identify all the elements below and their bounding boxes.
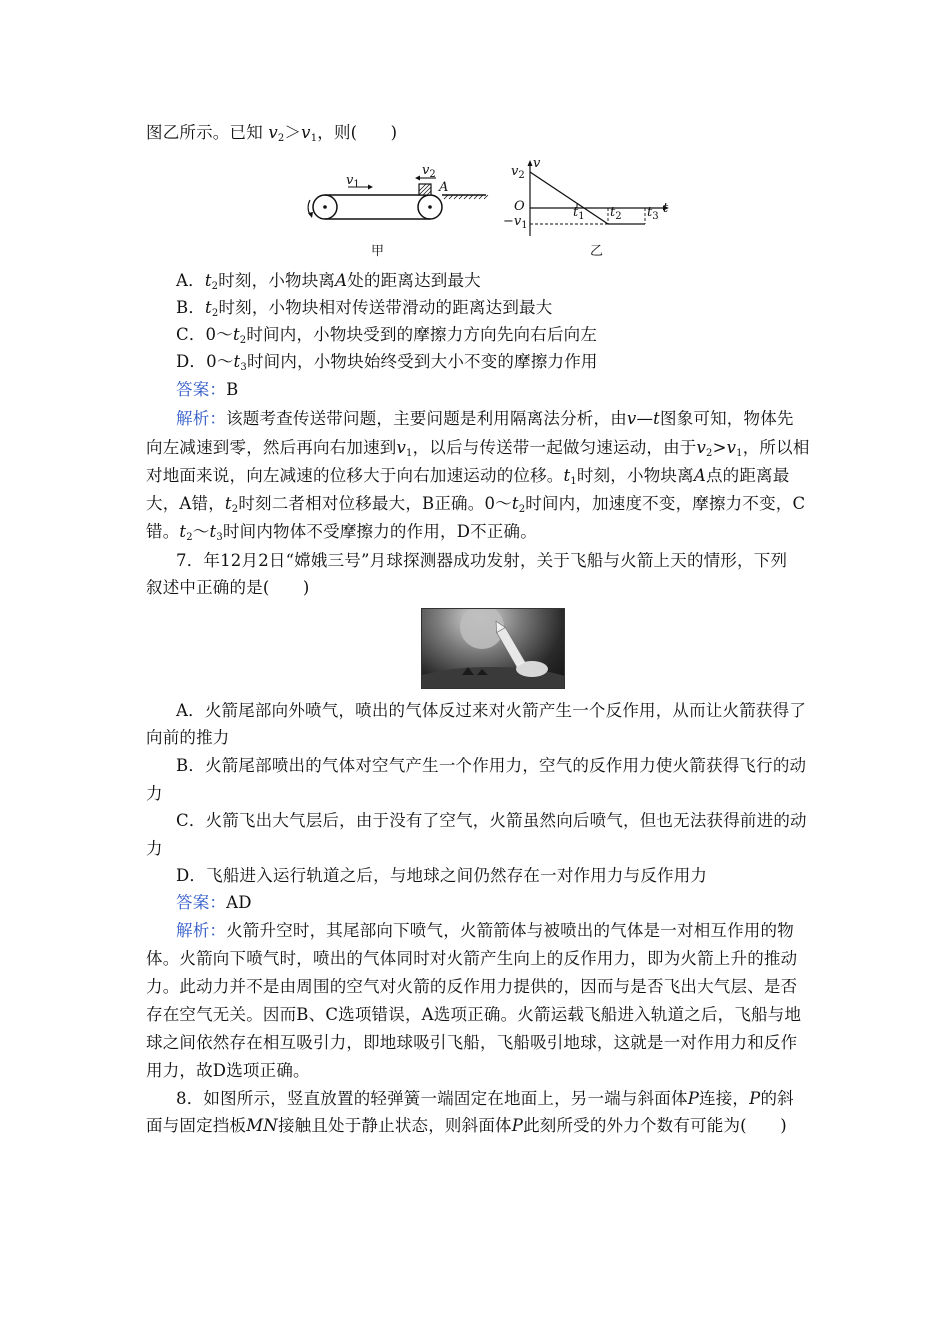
- tick-v2: $v_2$: [511, 164, 525, 181]
- tick-t2: $t_2$: [610, 205, 622, 222]
- q6-option-c: C．$0\sim t_2$时间内，小物块受到的摩擦力方向先向右后向左: [176, 325, 598, 346]
- rocket-launch-photo: [421, 608, 565, 689]
- label-jia: 甲: [371, 244, 385, 259]
- q7-option-b-2: 力: [146, 784, 163, 803]
- q6-explanation-2: 向左减速到零，然后再向右加速到$v_1$，以后与传送带一起做匀速运动，由于$v_2>v_1$，所以相: [146, 438, 810, 459]
- q7-option-a-2: 向前的推力: [146, 728, 230, 747]
- label-v2: $v_2$: [422, 163, 436, 180]
- q7-stem-1: 7．年12月2日“嫦娥三号”月球探测器成功发射，关于飞船与火箭上天的情形，下列: [176, 551, 788, 570]
- q7-option-c-1: C．火箭飞出大气层后，由于没有了空气，火箭虽然向后喷气，但也无法获得前进的动: [176, 811, 807, 830]
- label-yi: 乙: [590, 244, 604, 259]
- q6-explanation-1: 解析：该题考查传送带问题，主要问题是利用隔离法分析，由v—t图象可知，物体先: [176, 409, 794, 428]
- q7-stem-2: 叙述中正确的是( ): [146, 578, 310, 597]
- q6-explanation-5: 错。$t_2\sim t_3$时间内物体不受摩擦力的作用，D不正确。: [146, 522, 537, 543]
- tick-neg-v1: $-v_1$: [503, 214, 528, 231]
- q8-stem-2: 面与固定挡板MN接触且处于静止状态，则斜面体P此刻所受的外力个数有可能为( ): [146, 1116, 787, 1135]
- q7-explanation-5: 球之间依然存在相互吸引力，即地球吸引飞船，飞船吸引地球，这就是一对作用力和反作: [146, 1033, 798, 1052]
- q8-stem-1: 8．如图所示，竖直放置的轻弹簧一端固定在地面上，另一端与斜面体P连接，P的斜: [176, 1089, 794, 1108]
- q7-option-c-2: 力: [146, 839, 163, 858]
- q6-answer: 答案：B: [176, 380, 239, 399]
- q6-option-b: B．$t_2$时刻，小物块相对传送带滑动的距离达到最大: [176, 298, 553, 319]
- q6-option-d: D．$0\sim t_3$时间内，小物块始终受到大小不变的摩擦力作用: [176, 352, 598, 373]
- tick-t1: $t_1$: [573, 205, 585, 222]
- tick-t3: $t_3$: [647, 205, 659, 222]
- label-A: A: [439, 180, 449, 195]
- q7-explanation-2: 体。火箭向下喷气时，喷出的气体同时对火箭产生向上的反作用力，即为火箭上升的推动: [146, 949, 798, 968]
- vt-graph: [520, 158, 680, 238]
- q6-explanation-4: 大，A错，$t_2$时刻二者相对位移最大，B正确。$0\sim t_2$时间内，加速度不变，摩擦力不变，C: [146, 494, 806, 515]
- q7-option-b-1: B．火箭尾部喷出的气体对空气产生一个作用力，空气的反作用力使火箭获得飞行的动: [176, 756, 807, 775]
- q7-option-a-1: A．火箭尾部向外喷气，喷出的气体反过来对火箭产生一个反作用，从而让火箭获得了: [176, 701, 807, 720]
- axis-v: v: [533, 156, 541, 171]
- conveyor-belt-figure: [300, 160, 500, 230]
- q7-explanation-1: 解析：火箭升空时，其尾部向下喷气，火箭箭体与被喷出的气体是一对相互作用的物: [176, 921, 794, 940]
- q7-option-d: D．飞船进入运行轨道之后，与地球之间仍然存在一对作用力与反作用力: [176, 866, 708, 885]
- q7-explanation-6: 用力，故D选项正确。: [146, 1061, 310, 1080]
- q7-explanation-4: 存在空气无关。因而B、C选项错误，A选项正确。火箭运载飞船进入轨道之后，飞船与地: [146, 1005, 802, 1024]
- tick-o: O: [514, 199, 525, 214]
- velocity-line: [530, 172, 608, 224]
- q7-answer: 答案：AD: [176, 893, 252, 912]
- intro-line: 图乙所示。已知 $v_2>v_1$，则( ): [146, 123, 398, 144]
- axis-t: t: [663, 201, 669, 216]
- label-v1: $v_1$: [346, 173, 360, 190]
- q6-option-a: A．$t_2$时刻，小物块离A处的距离达到最大: [176, 271, 481, 292]
- q7-explanation-3: 力。此动力并不是由周围的空气对火箭的反作用力提供的，因而与是否飞出大气层、是否: [146, 977, 798, 996]
- q6-explanation-3: 对地面来说，向左减速的位移大于向右加速运动的位移。$t_1$时刻，小物块离A点的距离最: [146, 466, 790, 487]
